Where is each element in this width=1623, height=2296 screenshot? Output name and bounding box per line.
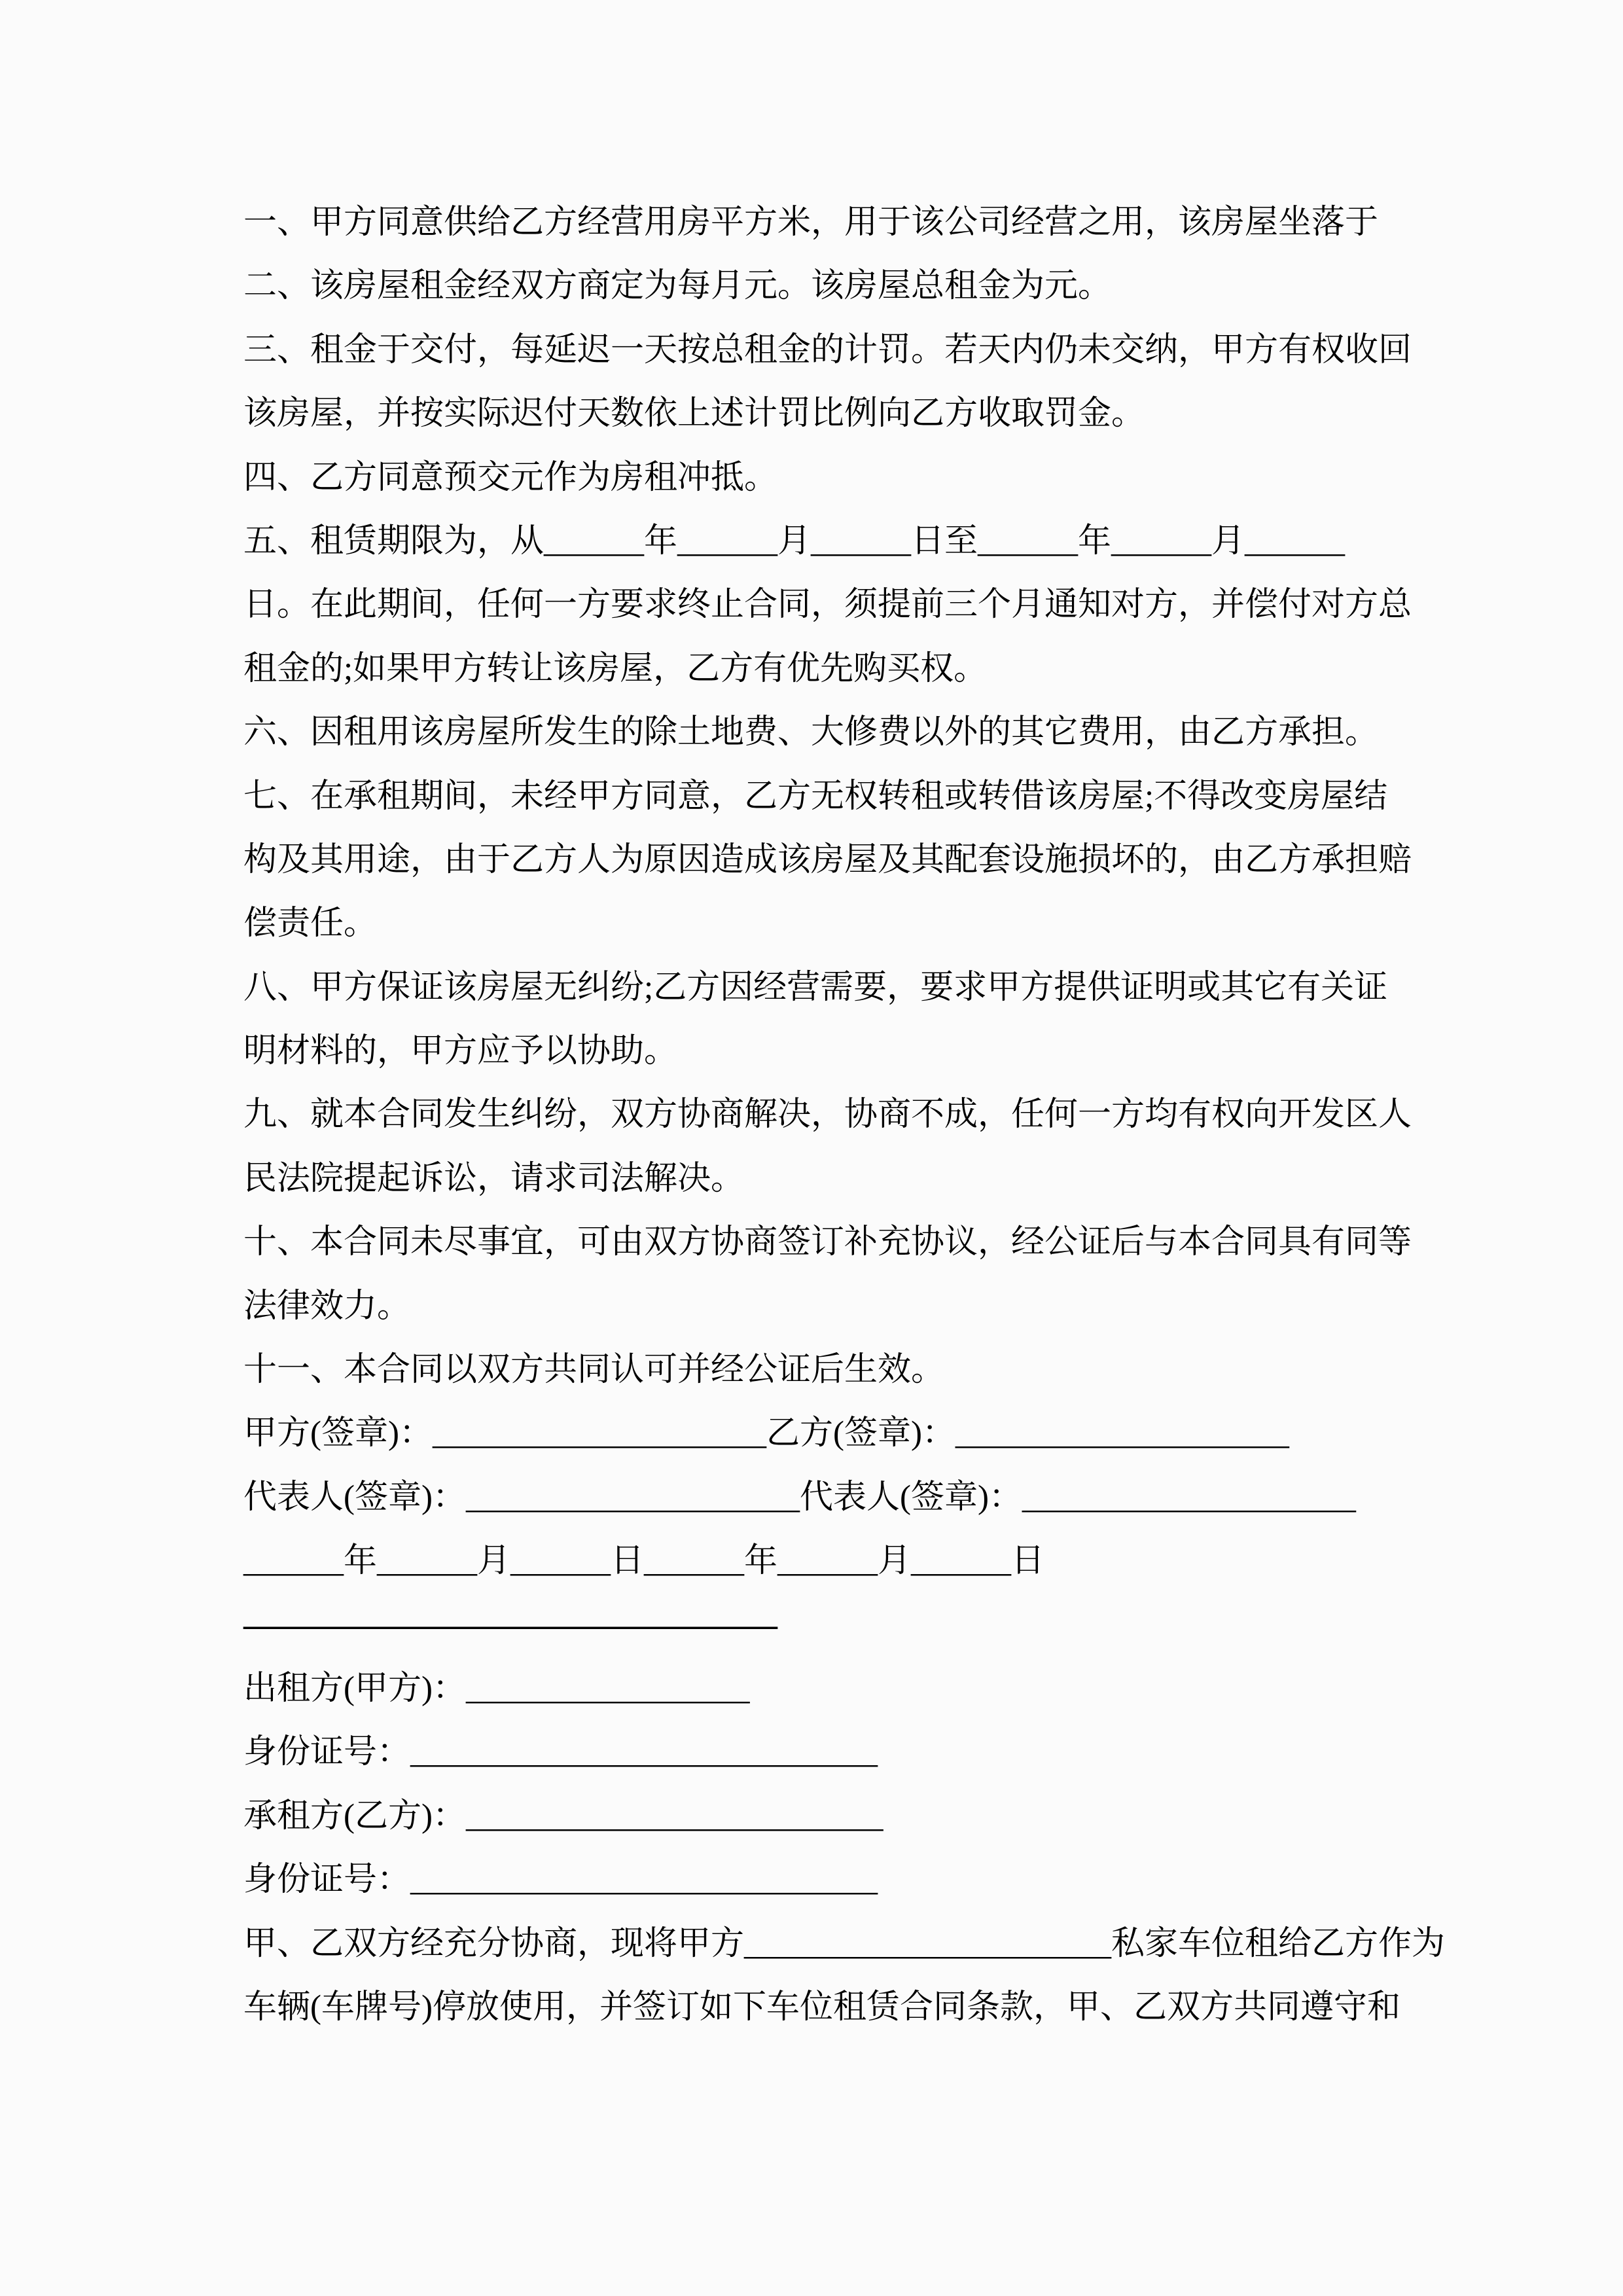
clause-8-line-2: 明材料的，甲方应予以协助。 — [243, 1033, 678, 1070]
clause-5-line-2: 日。在此期间，任何一方要求终止合同，须提前三个月通知对方，并偿付对方总 — [243, 586, 1412, 624]
lessor-name-field-line: 出租方(甲方)：_________________ — [243, 1670, 750, 1707]
representative-seal-signature-line: 代表人(签章)：____________________代表人(签章)：____________________ — [243, 1479, 1356, 1516]
clause-6-line-1: 六、因租用该房屋所发生的除土地费、大修费以外的其它费用，由乙方承担。 — [243, 714, 1379, 751]
clause-2-line-1: 二、该房屋租金经双方商定为每月元。该房屋总租金为元。 — [243, 268, 1112, 305]
clause-3-line-1: 三、租金于交付，每延迟一天按总租金的计罚。若天内仍未交纳，甲方有权收回 — [243, 331, 1412, 368]
signature-date-line: ______年______月______日______年______月______日 — [243, 1543, 1045, 1580]
clause-7-line-1: 七、在承租期间，未经甲方同意，乙方无权转租或转借该房屋;不得改变房屋结 — [243, 778, 1388, 815]
section-divider-dashes: ———————————————— — [243, 1606, 777, 1643]
contract-body — [243, 191, 1446, 2039]
clause-5-line-3: 租金的;如果甲方转让该房屋，乙方有优先购买权。 — [243, 650, 988, 687]
clause-4-line-1: 四、乙方同意预交元作为房租冲抵。 — [243, 459, 778, 496]
parking-clause-line-1: 甲、乙双方经充分协商，现将甲方______________________私家车位租给乙方作为 — [243, 1925, 1446, 1962]
parking-clause-line-2: 车辆(车牌号)停放使用，并签订如下车位租赁合同条款，甲、乙双方共同遵守和 — [243, 1988, 1400, 2026]
clause-10-line-1: 十、本合同未尽事宜，可由双方协商签订补充协议，经公证后与本合同具有同等 — [243, 1224, 1412, 1261]
lessee-id-field-line: 身份证号：____________________________ — [243, 1861, 878, 1899]
party-seal-signature-line: 甲方(签章)：____________________乙方(签章)：____________________ — [243, 1415, 1289, 1452]
clause-8-line-1: 八、甲方保证该房屋无纠纷;乙方因经营需要，要求甲方提供证明或其它有关证 — [243, 969, 1388, 1006]
clause-9-line-1: 九、就本合同发生纠纷，双方协商解决，协商不成，任何一方均有权向开发区人 — [243, 1096, 1412, 1134]
clause-11-line-1: 十一、本合同以双方共同认可并经公证后生效。 — [243, 1352, 945, 1389]
clause-9-line-2: 民法院提起诉讼，请求司法解决。 — [243, 1160, 745, 1197]
clause-10-line-2: 法律效力。 — [243, 1287, 411, 1325]
clause-7-line-2: 构及其用途，由于乙方人为原因造成该房屋及其配套设施损坏的，由乙方承担赔 — [243, 841, 1412, 878]
clause-7-line-3: 偿责任。 — [243, 905, 378, 942]
lessee-name-field-line: 承租方(乙方)：_________________________ — [243, 1797, 883, 1835]
lessor-id-field-line: 身份证号：____________________________ — [243, 1734, 878, 1771]
clause-1-line-1: 一、甲方同意供给乙方经营用房平方米，用于该公司经营之用，该房屋坐落于 — [243, 204, 1379, 241]
clause-5-line-1: 五、租赁期限为，从______年______月______日至______年______月______ — [243, 522, 1346, 560]
clause-3-line-2: 该房屋，并按实际迟付天数依上述计罚比例向乙方收取罚金。 — [243, 395, 1145, 433]
